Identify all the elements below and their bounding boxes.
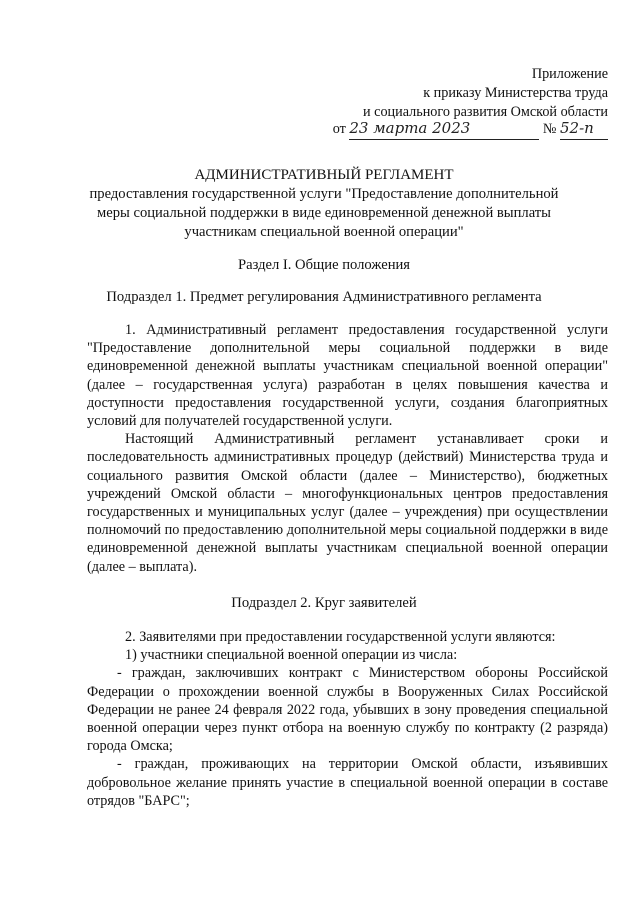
paragraph-2: Настоящий Административный регламент устанавливает сроки и последовательность административных процедур (действий) Министерства труда и социального развития Омской области (далее – Министерство), бюджетных учреждений Омской области – многофункциональных центров предоставления государственных и муниципальных услуг (далее – учреждения) при осуществлении полномочий по предоставлению дополнительной меры социальной поддержки в виде единовременной денежной выплаты участникам специальной военной операции (далее – выплата). [87, 431, 608, 575]
subsection-1-body [87, 321, 608, 576]
number-field [560, 119, 608, 140]
paragraph-4: 1) участники специальной военной операции из числа: [125, 647, 458, 664]
subsection-2-heading: Подраздел 2. Круг заявителей [231, 595, 417, 611]
header-line-appendix: Приложение [531, 66, 608, 82]
handwritten-number: 52-п [560, 119, 594, 137]
header-line-ministry: и социального развития Омской области [363, 104, 608, 120]
paragraph-3: 2. Заявителями при предоставлении государственной услуги являются: [125, 629, 556, 645]
header-date-number-line [333, 119, 608, 140]
date-field [349, 119, 539, 140]
paragraph-1: 1. Административный регламент предоставления государственной услуги "Предоставление дополнительной меры социальной поддержки в виде единовременной денежной выплаты участникам специальной военной операции" (далее – государственная услуга) разработан в целях повышения качества и доступности предоставления государственной услуги, создания благоприятных условий для получателей государственной услуги. [87, 322, 608, 430]
number-prefix: № [542, 121, 557, 137]
document-subtitle-2: меры социальной поддержки в виде единовременной денежной выплаты [97, 205, 551, 221]
document-subtitle-1: предоставления государственной услуги "Предоставление дополнительной [89, 186, 559, 202]
section-heading: Раздел I. Общие положения [237, 257, 411, 273]
handwritten-date: 23 марта 2023 [349, 119, 471, 137]
subsection-2-body [87, 628, 608, 810]
document-subtitle-3: участникам специальной военной операции" [184, 224, 464, 240]
subsection-1-heading: Подраздел 1. Предмет регулирования Административного регламента [106, 289, 542, 305]
paragraph-5: - граждан, заключивших контракт с Министерством обороны Российской Федерации о прохождении военной службы в Вооруженных Силах Российской Федерации не ранее 24 февраля 2022 года, убывших в зону проведения специальной военной операции через пункт отбора на военную службу по контракту (2 разряда) города Омска; [87, 665, 608, 755]
header-line-order: к приказу Министерства труда [423, 85, 608, 101]
document-title: АДМИНИСТРАТИВНЫЙ РЕГЛАМЕНТ [194, 167, 454, 183]
paragraph-6: - граждан, проживающих на территории Омской области, изъявивших добровольное желание принять участие в специальной военной операции в составе отрядов "БАРС"; [87, 756, 608, 809]
from-prefix: от [332, 121, 346, 137]
